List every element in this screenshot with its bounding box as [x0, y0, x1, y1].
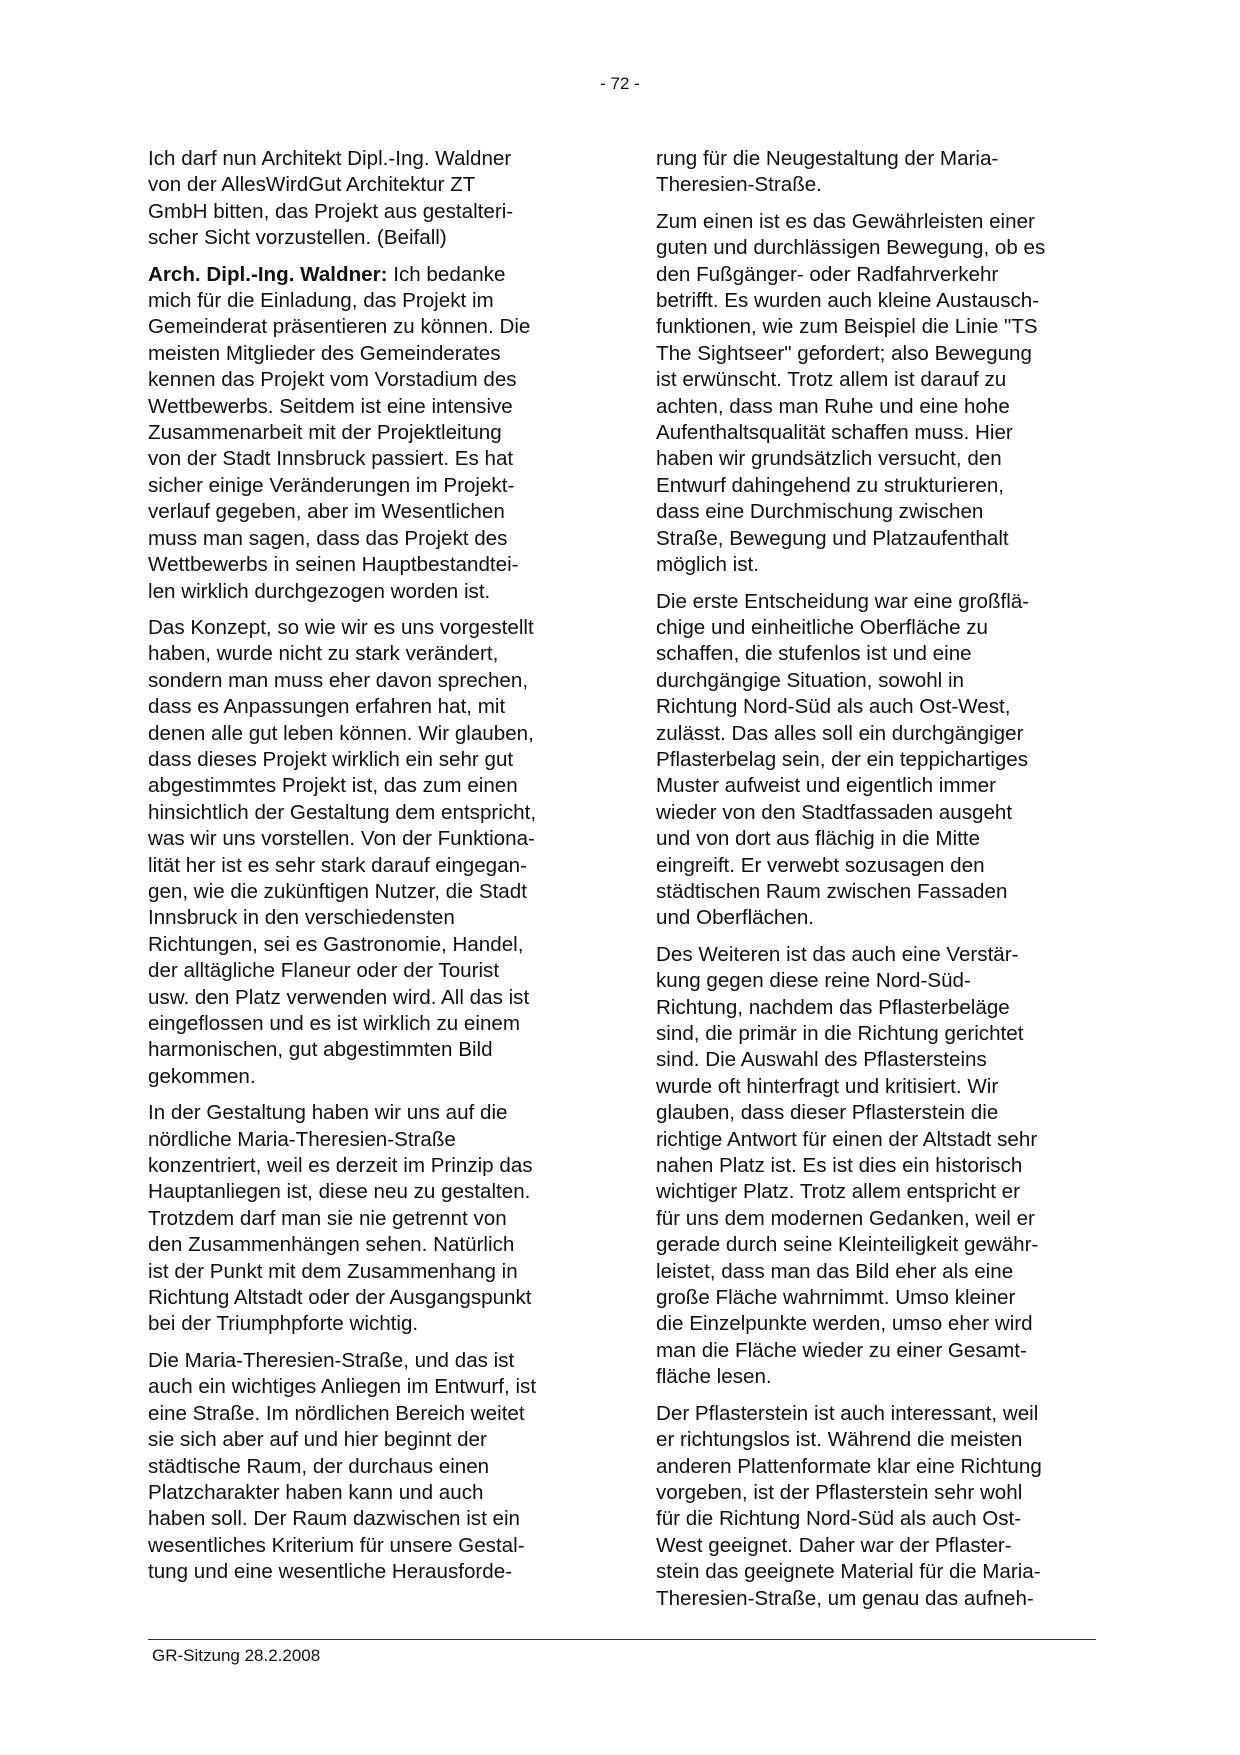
- text-line: Richtung Altstadt oder der Ausgangspunkt: [148, 1286, 532, 1310]
- paragraph: [148, 146, 588, 252]
- text-line: stein das geeignete Material für die Maria-: [656, 1560, 1041, 1584]
- text-line: wichtiger Platz. Trotz allem entspricht er: [656, 1180, 1020, 1204]
- text-line: Trotzdem darf man sie nie getrennt von: [148, 1206, 507, 1230]
- speech-start: Ich bedanke: [387, 262, 506, 286]
- text-line: den Fußgänger- oder Radfahrverkehr: [656, 262, 999, 286]
- text-line: Ich darf nun Architekt Dipl.-Ing. Waldner: [148, 147, 512, 170]
- text-line: Gemeinderat präsentieren zu können. Die: [148, 315, 531, 339]
- text-line: wesentliches Kriterium für unsere Gestal-: [148, 1533, 525, 1557]
- text-line: The Sightseer" gefordert; also Bewegung: [656, 341, 1032, 365]
- text-line: den Zusammenhängen sehen. Natürlich: [148, 1233, 515, 1257]
- text-line: funktionen, wie zum Beispiel die Linie "TS: [656, 315, 1038, 339]
- text-line: haben soll. Der Raum dazwischen ist ein: [148, 1507, 521, 1531]
- text-line: anderen Plattenformate klar eine Richtung: [656, 1454, 1042, 1478]
- text-line: scher Sicht vorzustellen. (Beifall): [148, 226, 447, 250]
- text-line: und von dort aus flächig in die Mitte: [656, 827, 980, 851]
- text-line: Straße, Bewegung und Platzaufenthalt: [656, 526, 1009, 550]
- text-line: Richtung Nord-Süd als auch Ost-West,: [656, 695, 1011, 719]
- text-line: leistet, dass man das Bild eher als eine: [656, 1259, 1014, 1283]
- text-line: Platzcharakter haben kann und auch: [148, 1480, 484, 1504]
- text-line: möglich ist.: [656, 553, 759, 577]
- text-line: ist erwünscht. Trotz allem ist darauf zu: [656, 368, 1007, 392]
- speaker-name: Arch. Dipl.-Ing. Waldner:: [148, 262, 388, 286]
- text-line: eine Straße. Im nördlichen Bereich weitet: [148, 1401, 525, 1425]
- speech-body: [148, 288, 588, 605]
- text-line: richtige Antwort für einen der Altstadt sehr: [656, 1127, 1038, 1151]
- text-line: nördliche Maria-Theresien-Straße: [148, 1127, 456, 1151]
- text-line: sicher einige Veränderungen im Projekt-: [148, 473, 515, 497]
- text-line: guten und durchlässigen Bewegung, ob es: [656, 236, 1046, 260]
- text-line: Muster aufweist und eigentlich immer: [656, 774, 996, 798]
- speech-first-line: [148, 262, 588, 288]
- text-line: achten, dass man Ruhe und eine hohe: [656, 394, 1010, 418]
- text-line: tung und eine wesentliche Herausforde-: [148, 1560, 513, 1584]
- paragraph: [656, 1401, 1096, 1612]
- text-line: Richtungen, sei es Gastronomie, Handel,: [148, 932, 524, 956]
- left-column: [148, 146, 588, 1596]
- text-line: Wettbewerbs. Seitdem ist eine intensive: [148, 394, 513, 418]
- text-line: rung für die Neugestaltung der Maria-: [656, 147, 999, 170]
- text-line: GmbH bitten, das Projekt aus gestalteri-: [148, 199, 514, 223]
- text-line: Des Weiteren ist das auch eine Verstär-: [656, 942, 1019, 966]
- text-line: von der Stadt Innsbruck passiert. Es hat: [148, 447, 514, 471]
- text-line: dass eine Durchmischung zwischen: [656, 500, 984, 524]
- text-line: gekommen.: [148, 1064, 256, 1088]
- text-line: sind, die primär in die Richtung gerichtet: [656, 1022, 1024, 1045]
- text-line: dass dieses Projekt wirklich ein sehr gut: [148, 747, 514, 771]
- text-line: betrifft. Es wurden auch kleine Austausch-: [656, 289, 1040, 313]
- text-line: usw. den Platz verwenden wird. All das ist: [148, 985, 530, 1009]
- text-line: kung gegen diese reine Nord-Süd-: [656, 969, 971, 993]
- text-line: die Einzelpunkte werden, umso eher wird: [656, 1312, 1033, 1336]
- text-line: für die Richtung Nord-Süd als auch Ost-: [656, 1507, 1022, 1531]
- speech-paragraph: [148, 262, 588, 605]
- text-line: len wirklich durchgezogen worden ist.: [148, 579, 491, 603]
- text-line: was wir uns vorstellen. Von der Funktiona-: [148, 827, 535, 851]
- text-line: für uns dem modernen Gedanken, weil er: [656, 1206, 1035, 1230]
- text-line: In der Gestaltung haben wir uns auf die: [148, 1101, 508, 1125]
- text-line: der alltägliche Flaneur oder der Tourist: [148, 959, 500, 983]
- paragraph: [656, 942, 1096, 1391]
- text-line: durchgängige Situation, sowohl in: [656, 668, 964, 692]
- text-line: Das Konzept, so wie wir es uns vorgestellt: [148, 615, 534, 639]
- text-line: Theresien-Straße.: [656, 173, 822, 197]
- text-line: kennen das Projekt vom Vorstadium des: [148, 368, 517, 392]
- text-line: Hauptanliegen ist, diese neu zu gestalten.: [148, 1180, 531, 1204]
- text-line: mich für die Einladung, das Projekt im: [148, 289, 494, 313]
- text-line: er richtungslos ist. Während die meisten: [656, 1428, 1023, 1452]
- paragraph: [148, 1348, 588, 1586]
- text-line: chige und einheitliche Oberfläche zu: [656, 615, 989, 639]
- text-line: verlauf gegeben, aber im Wesentlichen: [148, 500, 505, 524]
- text-line: eingeflossen und es ist wirklich zu einem: [148, 1012, 521, 1035]
- text-line: Der Pflasterstein ist auch interessant, weil: [656, 1401, 1039, 1425]
- text-line: Richtung, nachdem das Pflasterbeläge: [656, 995, 1010, 1019]
- text-line: und Oberflächen.: [656, 906, 814, 930]
- text-line: von der AllesWirdGut Architektur ZT: [148, 173, 476, 197]
- text-line: man die Fläche wieder zu einer Gesamt-: [656, 1338, 1027, 1362]
- text-line: Die Maria-Theresien-Straße, und das ist: [148, 1348, 515, 1372]
- text-line: haben, wurde nicht zu stark verändert,: [148, 642, 499, 666]
- text-line: wieder von den Stadtfassaden ausgeht: [656, 800, 1013, 824]
- text-line: abgestimmtes Projekt ist, das zum einen: [148, 774, 518, 798]
- text-line: zulässt. Das alles soll ein durchgängiger: [656, 721, 1024, 745]
- text-line: hinsichtlich der Gestaltung dem entspricht,: [148, 800, 537, 824]
- text-line: Wettbewerbs in seinen Hauptbestandtei-: [148, 553, 519, 577]
- text-line: Entwurf dahingehend zu strukturieren,: [656, 473, 1005, 497]
- text-line: Pflasterbelag sein, der ein teppichartiges: [656, 747, 1029, 771]
- text-line: lität her ist es sehr stark darauf eingegan-: [148, 853, 527, 877]
- footer-session-date: GR-Sitzung 28.2.2008: [152, 1646, 321, 1665]
- text-line: Zum einen ist es das Gewährleisten einer: [656, 209, 1035, 233]
- text-line: haben wir grundsätzlich versucht, den: [656, 447, 1002, 471]
- text-line: Aufenthaltsqualität schaffen muss. Hier: [656, 421, 1013, 445]
- text-line: sind. Die Auswahl des Pflastersteins: [656, 1048, 987, 1072]
- text-line: harmonischen, gut abgestimmten Bild: [148, 1038, 493, 1062]
- text-line: sie sich aber auf und hier beginnt der: [148, 1428, 487, 1452]
- text-line: Zusammenarbeit mit der Projektleitung: [148, 421, 502, 445]
- paragraph: [148, 615, 588, 1090]
- text-line: fläche lesen.: [656, 1365, 772, 1389]
- text-line: vorgeben, ist der Pflasterstein sehr wohl: [656, 1480, 1023, 1504]
- text-line: dass es Anpassungen erfahren hat, mit: [148, 695, 506, 719]
- text-line: wurde oft hinterfragt und kritisiert. Wir: [656, 1074, 999, 1098]
- text-line: städtische Raum, der durchaus einen: [148, 1454, 490, 1478]
- text-line: eingreift. Er verwebt sozusagen den: [656, 853, 985, 877]
- text-line: muss man sagen, dass das Projekt des: [148, 526, 508, 550]
- text-line: städtischen Raum zwischen Fassaden: [656, 879, 1008, 903]
- paragraph: [656, 146, 1096, 199]
- text-line: ist der Punkt mit dem Zusammenhang in: [148, 1259, 518, 1283]
- text-line: nahen Platz ist. Es ist dies ein historisch: [656, 1154, 1023, 1178]
- text-line: Die erste Entscheidung war eine großflä-: [656, 589, 1030, 613]
- paragraph: [656, 209, 1096, 579]
- text-line: glauben, dass dieser Pflasterstein die: [656, 1101, 999, 1125]
- paragraph: [656, 589, 1096, 932]
- text-line: Theresien-Straße, um genau das aufneh-: [656, 1586, 1034, 1610]
- text-line: Innsbruck in den verschiedensten: [148, 906, 455, 930]
- right-column: [656, 146, 1096, 1622]
- text-line: auch ein wichtiges Anliegen im Entwurf, ist: [148, 1375, 537, 1399]
- text-line: meisten Mitglieder des Gemeinderates: [148, 341, 501, 365]
- footer-divider: [148, 1639, 1096, 1640]
- text-line: gen, wie die zukünftigen Nutzer, die Stadt: [148, 879, 527, 903]
- text-line: schaffen, die stufenlos ist und eine: [656, 642, 972, 666]
- text-line: große Fläche wahrnimmt. Umso kleiner: [656, 1286, 1016, 1310]
- text-line: sondern man muss eher davon sprechen,: [148, 668, 529, 692]
- paragraph: [148, 1100, 588, 1338]
- text-line: konzentriert, weil es derzeit im Prinzip das: [148, 1154, 533, 1178]
- page-number: - 72 -: [600, 74, 640, 93]
- text-line: West geeignet. Daher war der Pflaster-: [656, 1533, 1012, 1557]
- text-line: bei der Triumphpforte wichtig.: [148, 1312, 419, 1336]
- text-line: gerade durch seine Kleinteiligkeit gewähr-: [656, 1233, 1039, 1257]
- text-line: denen alle gut leben können. Wir glauben,: [148, 721, 534, 745]
